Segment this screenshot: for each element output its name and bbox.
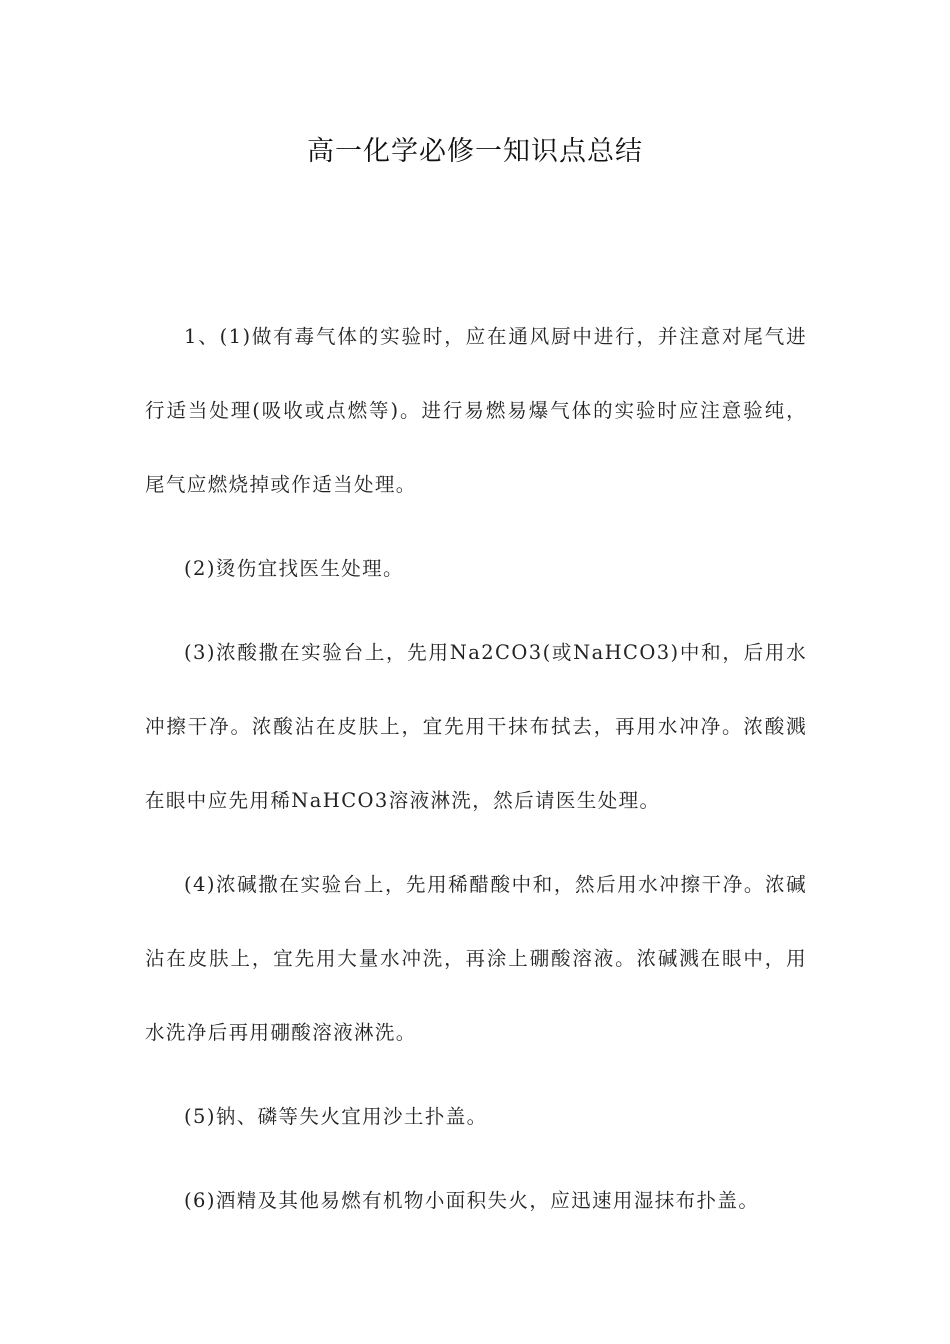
paragraph-6: (6)酒精及其他易燃有机物小面积失火，应迅速用湿抹布扑盖。 xyxy=(184,1189,760,1212)
paragraph-2: (2)烫伤宜找医生处理。 xyxy=(184,557,404,580)
document-title: 高一化学必修一知识点总结 xyxy=(307,136,643,167)
paragraph-5: (5)钠、磷等失火宜用沙土扑盖。 xyxy=(184,1105,488,1128)
paragraph-3: (3)浓酸撒在实验台上，先用Na2CO3(或NaHCO3)中和，后用水冲擦干净。浓酸沾在皮肤上，宜先用干抹布拭去，再用水冲净。浓酸溅在眼中应先用稀NaHCO3溶液淋洗，然后请医生处理。 xyxy=(145,641,807,812)
paragraph-4: (4)浓碱撒在实验台上，先用稀醋酸中和，然后用水冲擦干净。浓碱沾在皮肤上，宜先用大量水冲洗，再涂上硼酸溶液。浓碱溅在眼中，用水洗净后再用硼酸溶液淋洗。 xyxy=(145,873,807,1044)
paragraph-1: 1、(1)做有毒气体的实验时，应在通风厨中进行，并注意对尾气进行适当处理(吸收或点燃等)。进行易燃易爆气体的实验时应注意验纯，尾气应燃烧掉或作适当处理。 xyxy=(145,325,807,496)
document-body xyxy=(145,300,807,1248)
